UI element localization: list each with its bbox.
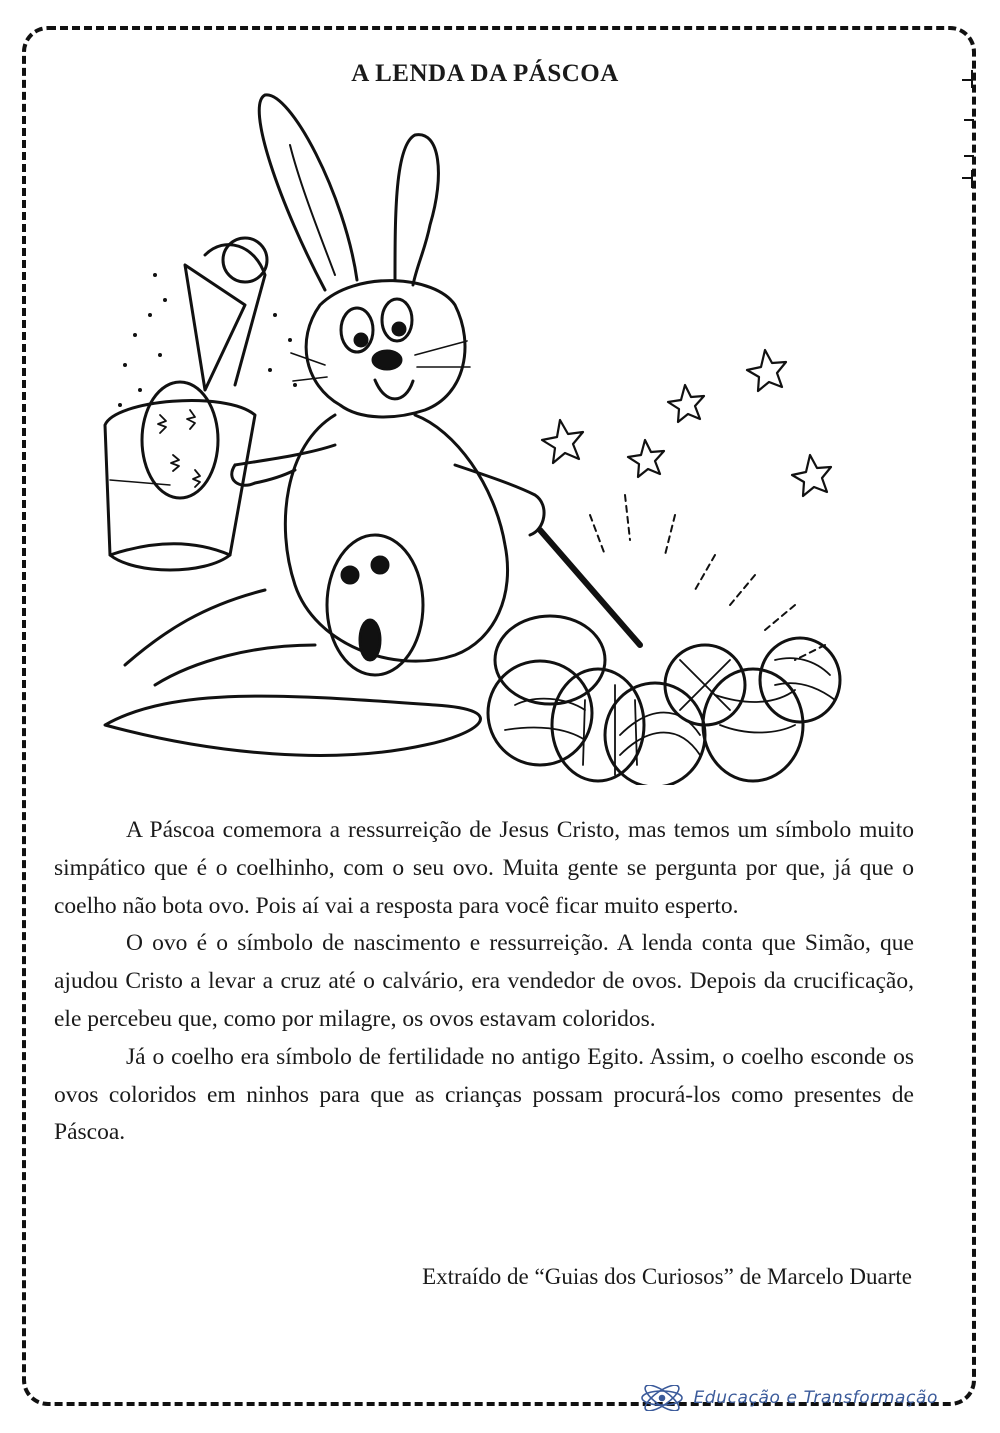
- paragraph-3: Já o coelho era símbolo de fertilidade no antigo Egito. Assim, o coelho esconde os ovos coloridos em ninhos para que as crianças possam procurá-los como presentes de Páscoa.: [54, 1043, 914, 1146]
- brand-footer: [639, 1385, 938, 1411]
- brand-name: Educação e Transformação: [693, 1388, 938, 1408]
- story-text: [54, 812, 914, 1152]
- paragraph-1: A Páscoa comemora a ressurreição de Jesus Cristo, mas temos um símbolo muito simpático que é o coelhinho, com o seu ovo. Muita gente se pergunta por que, já que o coelho não bota ovo. Pois aí vai a resposta para você ficar muito esperto.: [54, 817, 914, 919]
- source-citation: Extraído de “Guias dos Curiosos” de Marcelo Duarte: [422, 1264, 912, 1289]
- atom-logo-icon: [639, 1385, 685, 1411]
- easter-bunny-magician-illustration: [95, 85, 915, 785]
- paragraph-2: O ovo é o símbolo de nascimento e ressurreição. A lenda conta que Simão, que ajudou Cristo a levar a cruz até o calvário, era vendedor de ovos. Depois da crucificação, ele percebeu que, como por milagre, os ovos estavam coloridos.: [54, 930, 914, 1032]
- corner-marks: [960, 70, 978, 190]
- page-title: A LENDA DA PÁSCOA: [351, 60, 619, 87]
